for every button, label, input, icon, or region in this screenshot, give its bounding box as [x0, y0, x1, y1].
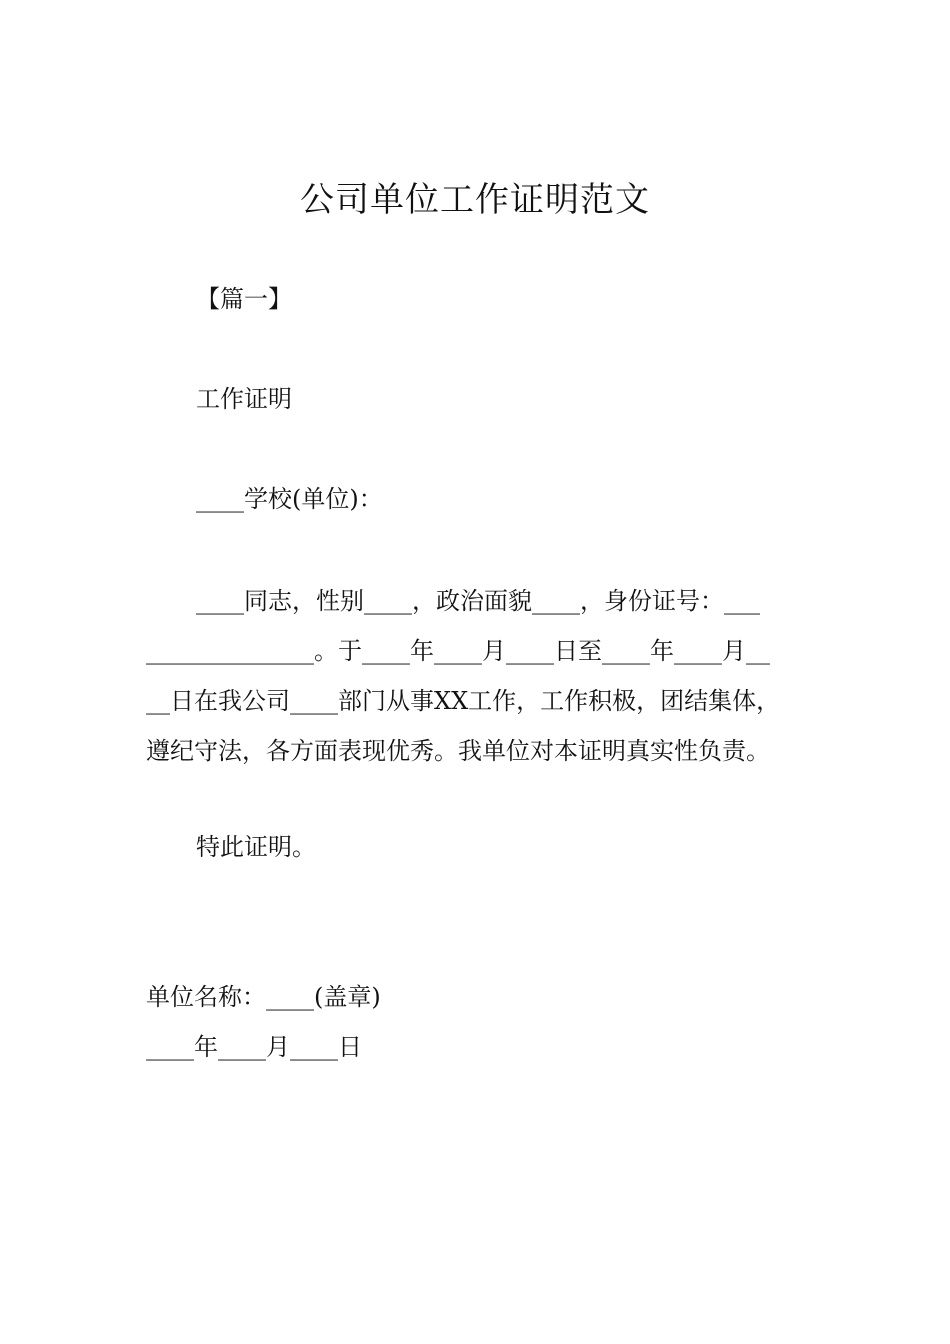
unit-name-line: 单位名称：____(盖章)	[146, 983, 381, 1011]
section-label: 【篇一】	[196, 285, 292, 313]
document-title: 公司单位工作证明范文	[300, 180, 650, 220]
body-line: __日在我公司____部门从事XX工作，工作积极，团结集体，	[146, 687, 781, 715]
certificate-heading: 工作证明	[196, 385, 292, 413]
body-line: 遵纪守法，各方面表现优秀。我单位对本证明真实性负责。	[146, 737, 770, 765]
certificate-body	[146, 576, 830, 776]
addressee-line: ____学校(单位)：	[196, 485, 383, 513]
date-line: ____年____月____日	[146, 1033, 362, 1061]
body-line: ______________。于____年____月____日至____年____月__	[146, 637, 770, 665]
body-line: ____同志，性别____，政治面貌____，身份证号：___	[196, 587, 760, 615]
closing-line: 特此证明。	[196, 833, 316, 861]
